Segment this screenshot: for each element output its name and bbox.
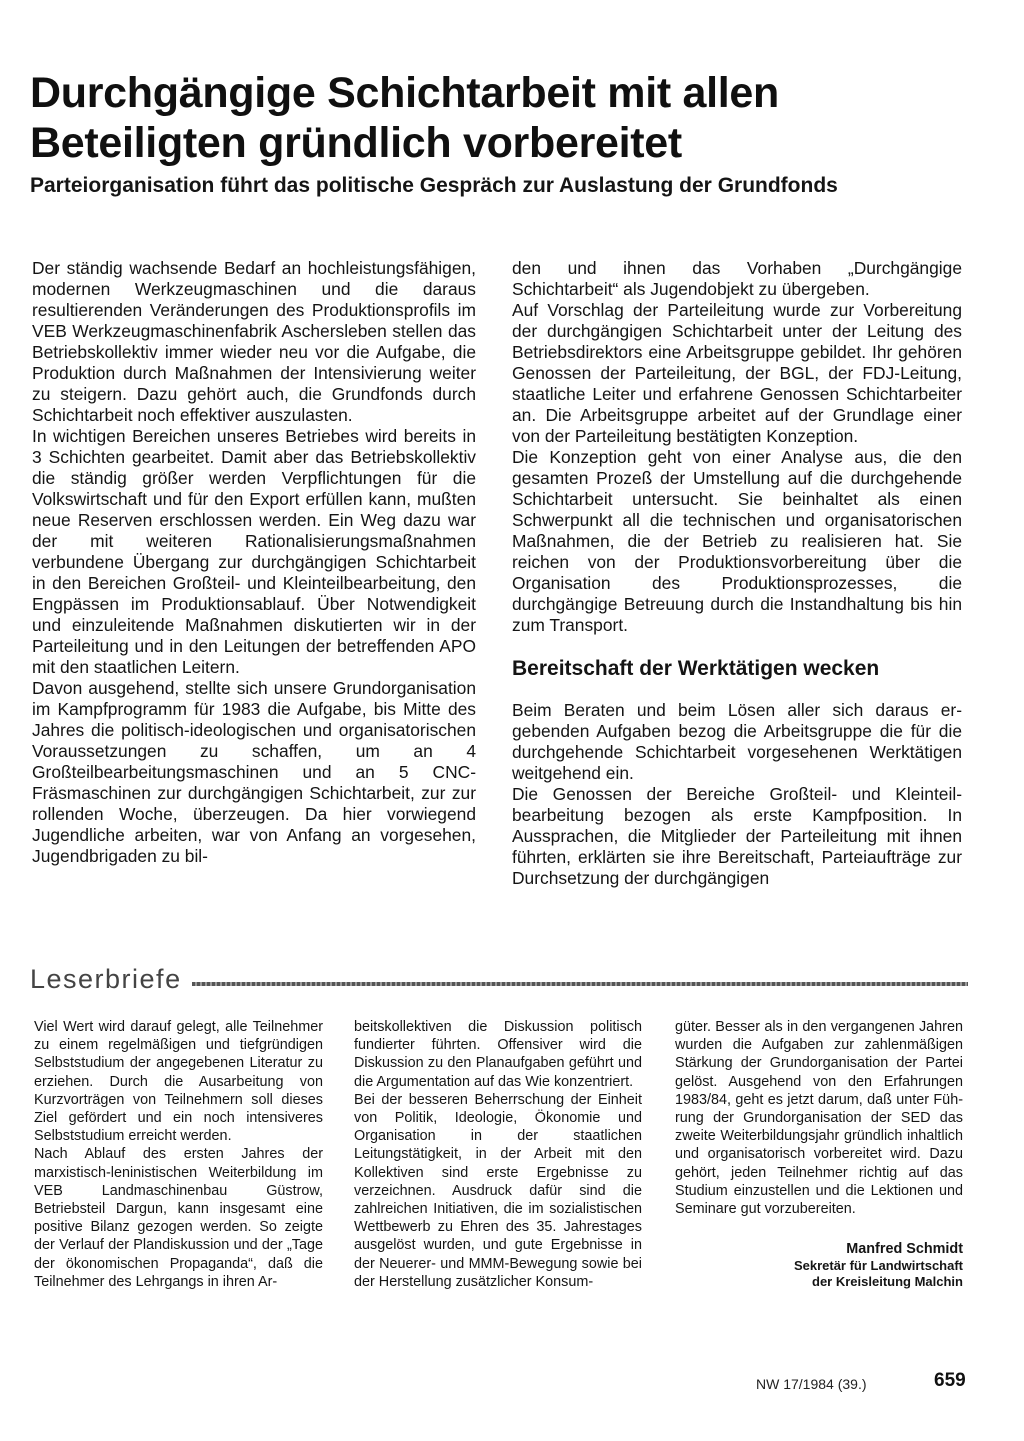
article-paragraph: In wichtigen Bereichen unseres Betriebes wird bereits in 3 Schichten gearbeitet. Damit aber das Betriebskollektiv die ständig größer werden Verpflichtungen für die Volkswirtschaft und für den Export erfüllen kann, mußten neue Reserven erschlossen werden. Ein Weg dazu war der mit weiteren Rationalisierungsmaßnahmen verbundene Übergang zur durchgängigen Schichtarbeit in den Bereichen Großteil- und Kleinteilbearbeitung, den Engpässen im Produktionsablauf. Über Notwendigkeit und einzuleitende Maßnahmen diskutierten wir in der Parteileitung und in den Leitungen der betreffenden APO mit den staatlichen Leitern. (32, 426, 476, 677)
article-title-line-1: Durchgängige Schichtarbeit mit allen (30, 69, 780, 117)
article-title (30, 68, 990, 168)
article-column-2 (512, 258, 962, 889)
article-paragraph: Davon ausgehend, stellte sich unsere Grundorganisation im Kampfprogramm für 1983 die Aufgabe, bis Mitte des Jahres die politisch-ideologischen und organisatorischen Voraussetzungen zu schaffen, um an 4 Großteilbearbeitungsmaschinen und an 5 CNC-Fräsmaschinen zur durchgängigen Schichtarbeit, zur zur rollenden Woche, überzeugen. Da hier vorwiegend Jugendliche arbeiten, war von Anfang an vorgesehen, Jugendbrigaden zu bil- (32, 678, 476, 866)
letters-column-3 (675, 1018, 963, 1290)
page-number: 659 (934, 1370, 966, 1391)
letters-divider (192, 982, 968, 986)
letter-paragraph: güter. Besser als in den vergangenen Jahren wurden die Aufgaben zur zahlenmäßigen Stärkung der Grundorganisation der Partei gelöst. Ausgehend von den Erfahrungen 1983/84, geht es jetzt darum, daß unter Führung der Grundorganisation der SED das zweite Weiterbildungsjahr gründlich inhaltlich und organisatorisch vorbereitet wird. Dazu gehört, jeden Teilnehmer richtig auf das Studium einzustellen und die Lektionen und Seminare gut vorzubereiten. (675, 1019, 963, 1218)
letter-paragraph: Nach Ablauf des ersten Jahres der marxistisch-leninistischen Weiterbildung im VEB Landmaschinenbau Güstrow, Betriebsteil Dargun, kann insgesamt eine positive Bilanz gezogen werden. So zeigte der Verlauf der Plandiskussion und der „Tage der ökonomischen Propaganda“, daß die Teilnehmer des Lehrgangs in ihren Ar- (34, 1146, 323, 1290)
letter-author-role-line-2: der Kreisleitung Malchin (812, 1274, 963, 1290)
letter-paragraph: Bei der besseren Beherrschung der Einheit von Politik, Ideologie, Ökonomie und Organisation in der staatlichen Leitungstätigkeit, in der Arbeit mit den Kollektiven sind erste Ergebnisse zu verzeichnen. Ausdruck dafür sind die zahlreichen Initiativen, die im sozialistischen Wettbewerb zu Ehren des 35. Jahrestages ausgelöst wurden, und gute Ergebnisse in der Neuerer- und MMM-Bewegung sowie bei der Herstellung zusätzlicher Konsum- (354, 1091, 642, 1290)
letter-paragraph: beitskollektiven die Diskussion politisch fundierter führten. Offensiver wird die Diskussion zu den Planaufgaben geführt und die Argumentation auf das Wie konzentriert. (354, 1019, 642, 1090)
letter-author-role-line-1: Sekretär für Landwirtschaft (793, 1258, 963, 1274)
letters-column-1 (34, 1018, 323, 1291)
article-subtitle: Parteiorganisation führt das politische Gespräch zur Auslastung der Grundfonds (30, 174, 838, 197)
article-paragraph: Auf Vorschlag der Parteileitung wurde zur Vorbereitung der durchgängigen Schichtarbeit unter der Leitung des Betriebsdirektors eine Arbeitsgruppe gebildet. Ihr gehören Genossen der Parteileitung, der BGL, der FDJ-Leitung, staatliche Leiter und erfahrene Genossen Schichtarbeiter an. Die Arbeitsgruppe arbeitet auf der Grundlage einer von der Parteileitung bestätigten Konzeption. (512, 300, 962, 446)
section-subheading: Bereitschaft der Werktätigen wecken (512, 657, 880, 680)
letter-author: Manfred Schmidt (846, 1241, 963, 1258)
article-paragraph: Die Konzeption geht von einer Analyse aus, die den gesamten Prozeß der Umstellung auf die durchgehende Schichtarbeit untersucht. Sie beinhaltet als einen Schwerpunkt all die technischen und organisatorischen Maßnahmen, die der Betrieb zu realisieren hat. Sie reichen von der Produktionsvorbereitung über die Organisation des Produktionsprozesses, die durchgängige Betreuung durch die Instandhaltung bis hin zum Transport. (512, 447, 962, 635)
article-title-line-2: Beteiligten gründlich vorbereitet (30, 119, 682, 167)
article-column-1 (32, 258, 476, 867)
letters-column-2 (354, 1018, 642, 1291)
letters-label: Leserbriefe (30, 964, 182, 994)
article-paragraph: Der ständig wachsende Bedarf an hochleistungsfähigen, modernen Werkzeugmaschinen und die daraus resultierenden Veränderungen des Produktionsprofils im VEB Werkzeugmaschinenfabrik Aschersleben stellen das Betriebskollektiv immer wieder neu vor die Aufgabe, die Produktion durch Maßnahmen der Intensivierung weiter zu steigern. Dazu gehört auch, die Grundfonds durch Schichtarbeit noch effektiver auszulasten. (32, 258, 476, 425)
letters-header (30, 958, 968, 998)
article-paragraph: Beim Beraten und beim Lösen aller sich daraus ergebenden Aufgaben bezog die Arbeitsgruppe die für die durchgehende Schichtarbeit vorgesehenen Werktätigen weitgehend ein. (512, 700, 962, 783)
issue-number: NW 17/1984 (39.) (756, 1376, 867, 1392)
article-paragraph: den und ihnen das Vorhaben „Durchgängige Schichtarbeit“ als Jugendobjekt zu übergeben. (512, 258, 962, 299)
letter-paragraph: Viel Wert wird darauf gelegt, alle Teilnehmer zu einem regelmäßigen und tiefgründigen Selbststudium der angegebenen Literatur zu erziehen. Durch die Ausarbeitung von Kurzvorträgen von Teilnehmern soll dieses Ziel gefördert und ein noch intensiveres Selbststudium erreicht werden. (34, 1019, 323, 1145)
article-paragraph: Die Genossen der Bereiche Großteil- und Kleinteilbearbeitung bezogen als erste Kampfposition. In Aussprachen, die Mitglieder der Parteileitung mit ihnen führten, erklärten sie ihre Bereitschaft, Parteiaufträge zur Durchsetzung der durchgängigen (512, 784, 962, 888)
